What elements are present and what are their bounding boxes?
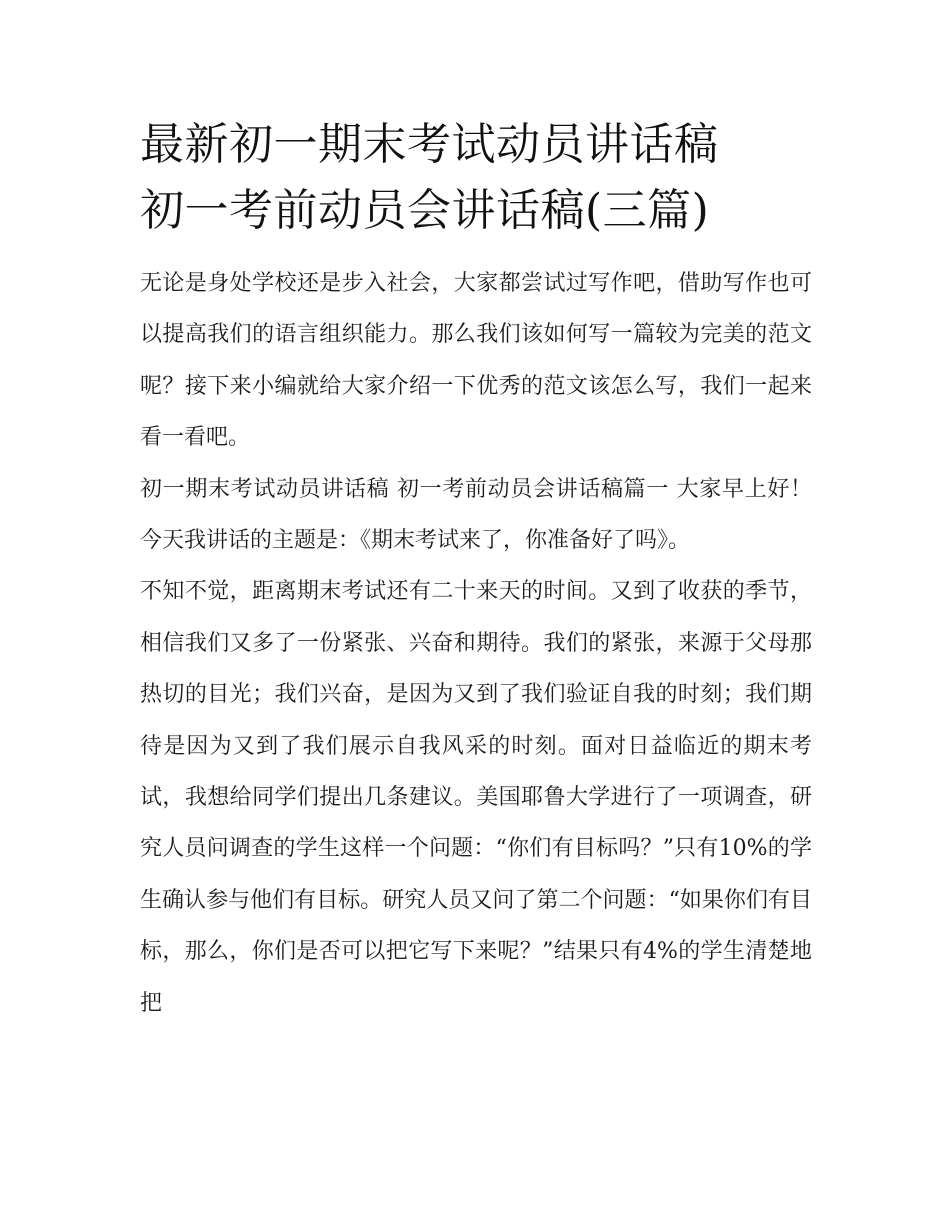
paragraph-greeting: 初一期末考试动员讲话稿 初一考前动员会讲话稿篇一 大家早上好！今天我讲话的主题是：《期末考试来了，你准备好了吗》。 bbox=[140, 476, 812, 554]
document-page bbox=[140, 112, 812, 1029]
paragraph-main: 不知不觉，距离期末考试还有二十来天的时间。又到了收获的季节，相信我们又多了一份紧张、兴奋和期待。我们的紧张，来源于父母那热切的目光；我们兴奋，是因为又到了我们验证自我的时刻；我们期待是因为又到了我们展示自我风采的时刻。面对日益临近的期末考试，我想给同学们提出几条建议。美国耶鲁大学进行了一项调查，研究人员问调查的学生这样一个问题：“你们有目标吗？”只有10%的学生确认参与他们有目标。研究人员又问了第二个问题：“如果你们有目标，那么，你们是否可以把它写下来呢？”结果只有4%的学生清楚地把 bbox=[140, 579, 812, 1016]
title-line-1: 最新初一期末考试动员讲话稿 bbox=[140, 119, 719, 170]
paragraph-intro: 无论是身处学校还是步入社会，大家都尝试过写作吧，借助写作也可以提高我们的语言组织能力。那么我们该如何写一篇较为完美的范文呢？接下来小编就给大家介绍一下优秀的范文该怎么写，我们一起来看一看吧。 bbox=[140, 271, 812, 451]
document-title bbox=[140, 112, 812, 244]
title-line-2: 初一考前动员会讲话稿(三篇) bbox=[140, 185, 710, 236]
document-body bbox=[140, 258, 812, 1029]
